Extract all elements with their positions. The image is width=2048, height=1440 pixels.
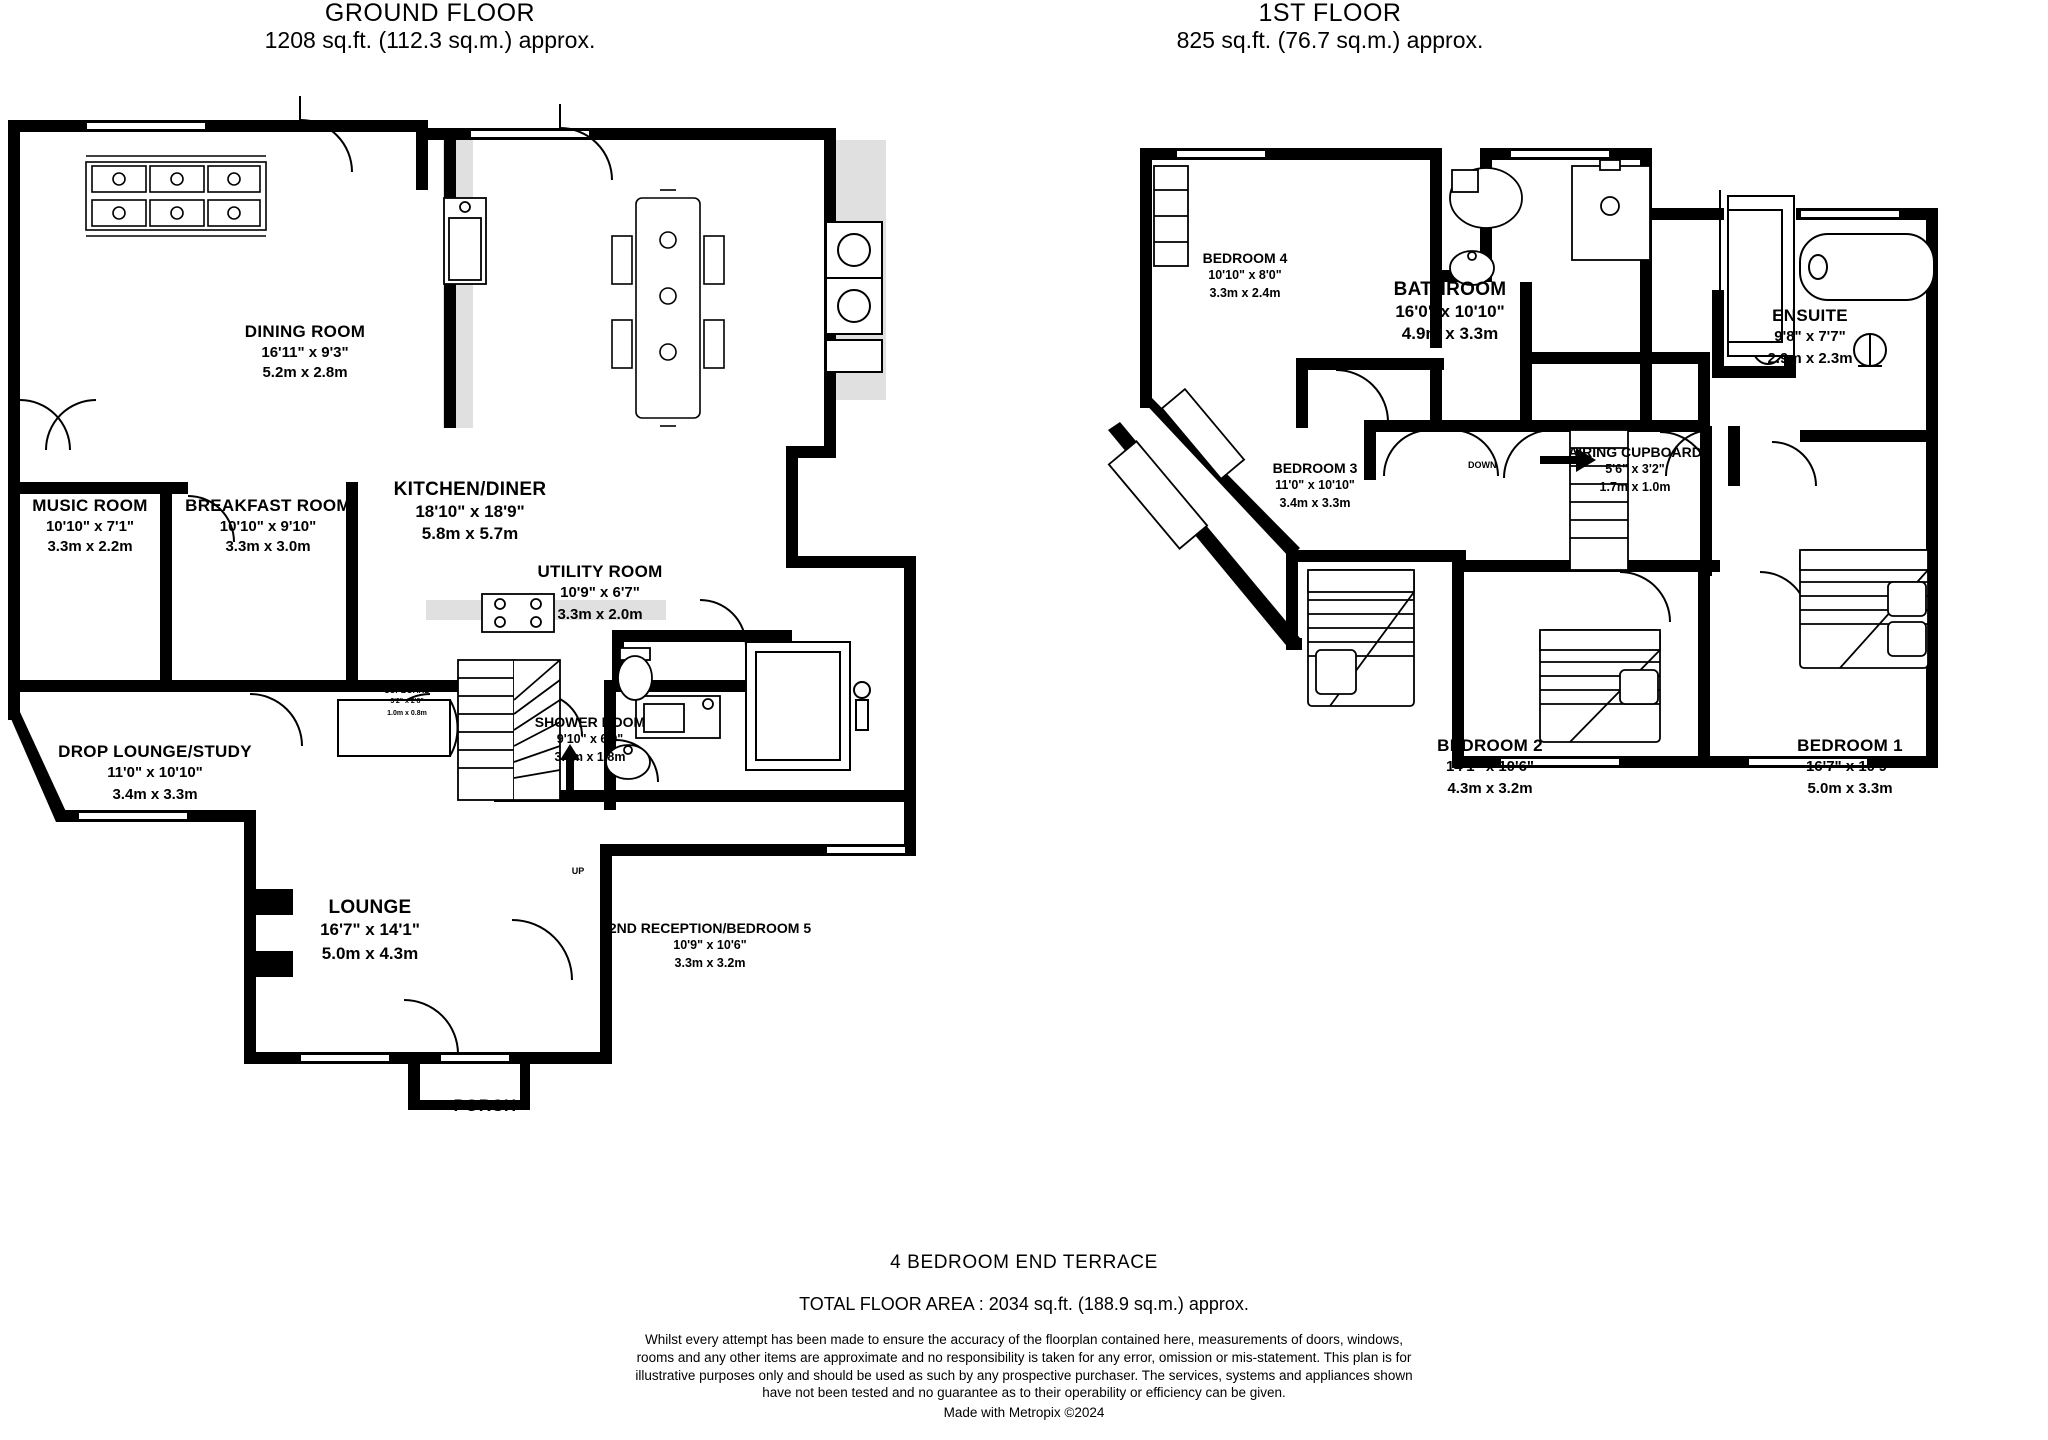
- room-label-airing-cupboard: AIRING CUPBOARD: [1568, 444, 1702, 460]
- room-dim-music-room-met: 3.3m x 2.2m: [47, 538, 133, 555]
- first-floor-area: 825 sq.ft. (76.7 sq.m.) approx.: [1176, 27, 1484, 53]
- room-dim-cupboard-imp: 3'2" x 2'8": [390, 698, 424, 705]
- room-dim-ensuite-imp: 9'8" x 7'7": [1774, 328, 1846, 345]
- room-dim-lounge-imp: 16'7" x 14'1": [320, 920, 420, 939]
- room-dim-2nd-reception-imp: 10'9" x 10'6": [673, 938, 747, 952]
- room-dim-2nd-reception-met: 3.3m x 3.2m: [674, 956, 746, 970]
- room-dim-utility-room-met: 3.3m x 2.0m: [557, 606, 643, 623]
- footer: [0, 1252, 2048, 1422]
- disclaimer-text: Whilst every attempt has been made to ensure the accuracy of the floorplan contained here, measurements of doors, windows, rooms and any other items are approximate and no responsibility is taken for any error, omission or mis-statement. This plan is for illustrative purposes only and should be used as such by any prospective purchaser. The services, systems and appliances shown have not been tested and no guarantee as to their operability or efficiency can be given.: [635, 1332, 1413, 1401]
- room-label-bedroom-2: BEDROOM 2: [1437, 736, 1543, 755]
- total-floor-area: TOTAL FLOOR AREA : 2034 sq.ft. (188.9 sq.m.) approx.: [799, 1294, 1249, 1314]
- room-dim-breakfast-room-met: 3.3m x 3.0m: [225, 538, 311, 555]
- room-dim-utility-room-imp: 10'9" x 6'7": [560, 584, 640, 601]
- room-label-bedroom-3: BEDROOM 3: [1272, 460, 1358, 476]
- ground-floor-title: GROUND FLOOR: [324, 0, 536, 27]
- room-label-bedroom-4: BEDROOM 4: [1202, 250, 1288, 266]
- room-label-bathroom: BATHROOM: [1393, 279, 1507, 300]
- room-dim-drop-lounge-imp: 11'0" x 10'10": [107, 764, 203, 781]
- room-label-porch: PORCH: [453, 1096, 517, 1115]
- room-dim-kitchen-diner-imp: 18'10" x 18'9": [415, 502, 525, 521]
- stairs-down-label: DOWN: [1468, 460, 1497, 470]
- room-dim-dining-room-imp: 16'11" x 9'3": [261, 344, 349, 361]
- room-label-2nd-reception-bedroom5: 2ND RECEPTION/BEDROOM 5: [608, 920, 812, 936]
- room-label-bedroom-1: BEDROOM 1: [1797, 736, 1903, 755]
- room-label-cupboard: CUPBOARD: [383, 686, 431, 695]
- room-dim-bedroom-4-met: 3.3m x 2.4m: [1209, 286, 1281, 300]
- room-label-kitchen-diner: KITCHEN/DINER: [393, 479, 547, 500]
- room-dim-drop-lounge-met: 3.4m x 3.3m: [112, 786, 198, 803]
- room-dim-cupboard-met: 1.0m x 0.8m: [387, 710, 427, 717]
- room-label-dining-room: DINING ROOM: [244, 322, 366, 341]
- room-label-ensuite: ENSUITE: [1772, 306, 1848, 325]
- room-dim-bedroom-3-imp: 11'0" x 10'10": [1275, 478, 1355, 492]
- room-dim-bedroom-1-imp: 16'7" x 10'9": [1805, 758, 1895, 775]
- room-dim-kitchen-diner-met: 5.8m x 5.7m: [421, 524, 519, 543]
- room-dim-dining-room-met: 5.2m x 2.8m: [262, 364, 348, 381]
- room-dim-bathroom-imp: 16'0" x 10'10": [1395, 302, 1505, 321]
- room-dim-music-room-imp: 10'10" x 7'1": [45, 518, 135, 535]
- room-dim-lounge-met: 5.0m x 4.3m: [321, 944, 419, 963]
- room-dim-airing-cupboard-imp: 5'6" x 3'2": [1605, 462, 1665, 476]
- room-label-drop-lounge-study: DROP LOUNGE/STUDY: [58, 742, 252, 761]
- room-dim-bathroom-met: 4.9m x 3.3m: [1401, 324, 1499, 343]
- room-label-utility-room: UTILITY ROOM: [537, 562, 663, 581]
- ground-floor-area: 1208 sq.ft. (112.3 sq.m.) approx.: [264, 27, 596, 53]
- room-label-music-room: MUSIC ROOM: [32, 496, 148, 515]
- room-label-shower-room: SHOWER ROOM: [534, 714, 646, 730]
- room-dim-bedroom-2-met: 4.3m x 3.2m: [1447, 780, 1533, 797]
- room-dim-shower-room-imp: 9'10" x 6'0": [556, 732, 624, 746]
- room-dim-ensuite-met: 2.9m x 2.3m: [1767, 350, 1853, 367]
- stairs-up-label: UP: [571, 866, 585, 876]
- room-label-breakfast-room: BREAKFAST ROOM: [185, 496, 351, 515]
- property-type: 4 BEDROOM END TERRACE: [890, 1252, 1158, 1273]
- room-dim-bedroom-3-met: 3.4m x 3.3m: [1279, 496, 1351, 510]
- room-dim-shower-room-met: 3.0m x 1.8m: [554, 750, 626, 764]
- room-dim-bedroom-4-imp: 10'10" x 8'0": [1208, 268, 1282, 282]
- room-dim-bedroom-1-met: 5.0m x 3.3m: [1807, 780, 1893, 797]
- room-dim-bedroom-2-imp: 14'1" x 10'6": [1445, 758, 1535, 775]
- first-floor-title: 1ST FLOOR: [1258, 0, 1402, 27]
- metropix-credit: Made with Metropix ©2024: [943, 1405, 1105, 1421]
- room-dim-breakfast-room-imp: 10'10" x 9'10": [219, 518, 317, 535]
- room-label-lounge: LOUNGE: [328, 897, 412, 918]
- room-dim-airing-cupboard-met: 1.7m x 1.0m: [1599, 480, 1671, 494]
